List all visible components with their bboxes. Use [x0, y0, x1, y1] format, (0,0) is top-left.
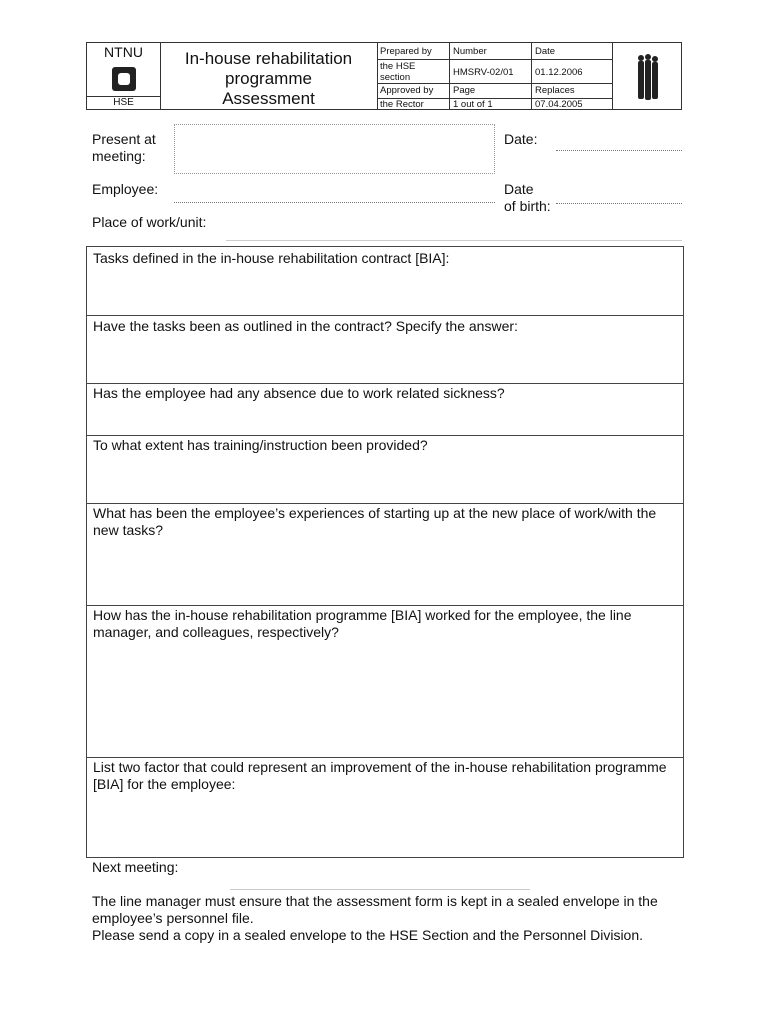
employee-field[interactable]: [174, 202, 495, 203]
page-value: 1 out of 1: [453, 99, 493, 110]
present-at-meeting-label: [92, 131, 156, 165]
date-header-value: 01.12.2006: [535, 67, 583, 78]
next-meeting-field[interactable]: [230, 889, 530, 890]
page-label: Page: [453, 85, 476, 96]
replaces-label: Replaces: [535, 85, 575, 96]
prepared-by-label: Prepared by: [380, 46, 432, 57]
employee-label: Employee:: [92, 181, 159, 197]
dob-line-2: of birth:: [504, 198, 551, 214]
copy-instruction-note: Please send a copy in a sealed envelope to the HSE Section and the Personnel Division.: [92, 927, 644, 943]
prepared-by-value-1: the HSE: [380, 61, 416, 72]
question-2[interactable]: Have the tasks been as outlined in the contract? Specify the answer:: [93, 318, 518, 334]
number-label: Number: [453, 46, 487, 57]
question-4[interactable]: To what extent has training/instruction been provided?: [93, 437, 428, 453]
question-3[interactable]: Has the employee had any absence due to work related sickness?: [93, 385, 505, 401]
org-name: NTNU: [104, 44, 143, 60]
document-title: [161, 49, 376, 109]
title-line-2: programme: [225, 69, 312, 88]
document-header: [86, 42, 682, 110]
present-line-1: Present at: [92, 131, 156, 147]
title-line-3: Assessment: [222, 89, 315, 108]
approved-by-value: the Rector: [380, 99, 424, 110]
present-at-meeting-field[interactable]: [174, 124, 495, 174]
question-1[interactable]: Tasks defined in the in-house rehabilitation contract [BIA]:: [93, 250, 450, 266]
date-header-label: Date: [535, 46, 556, 57]
date-label: Date:: [504, 131, 538, 147]
place-of-work-label: Place of work/unit:: [92, 214, 207, 230]
dob-line-1: Date: [504, 181, 534, 197]
title-line-1: In-house rehabilitation: [184, 49, 353, 68]
number-value: HMSRV-02/01: [453, 67, 514, 78]
unit-name: HSE: [113, 97, 134, 108]
question-5[interactable]: What has been the employee’s experiences of starting up at the new place of work/with the new tasks?: [93, 505, 657, 538]
question-6[interactable]: How has the in-house rehabilitation programme [BIA] worked for the employee, the line manager, and colleagues, respectively?: [93, 607, 632, 640]
date-field[interactable]: [556, 150, 682, 151]
next-meeting-label: Next meeting:: [92, 859, 179, 875]
prepared-by-value-2: section: [380, 72, 411, 83]
assessment-questions-table: [86, 246, 684, 858]
approved-by-label: Approved by: [380, 85, 434, 96]
date-of-birth-field[interactable]: [556, 203, 682, 204]
storage-note: The line manager must ensure that the assessment form is kept in a sealed envelope in the employee’s personnel file.: [92, 893, 658, 926]
place-of-work-field[interactable]: [226, 240, 682, 241]
ntnu-logo-icon: [112, 67, 136, 91]
human-figures-icon: [635, 53, 659, 101]
present-line-2: meeting:: [92, 148, 146, 164]
date-of-birth-label: [504, 181, 551, 215]
replaces-value: 07.04.2005: [535, 99, 583, 110]
question-7[interactable]: List two factor that could represent an improvement of the in-house rehabilitation programme [BIA] for the employee:: [93, 759, 667, 792]
